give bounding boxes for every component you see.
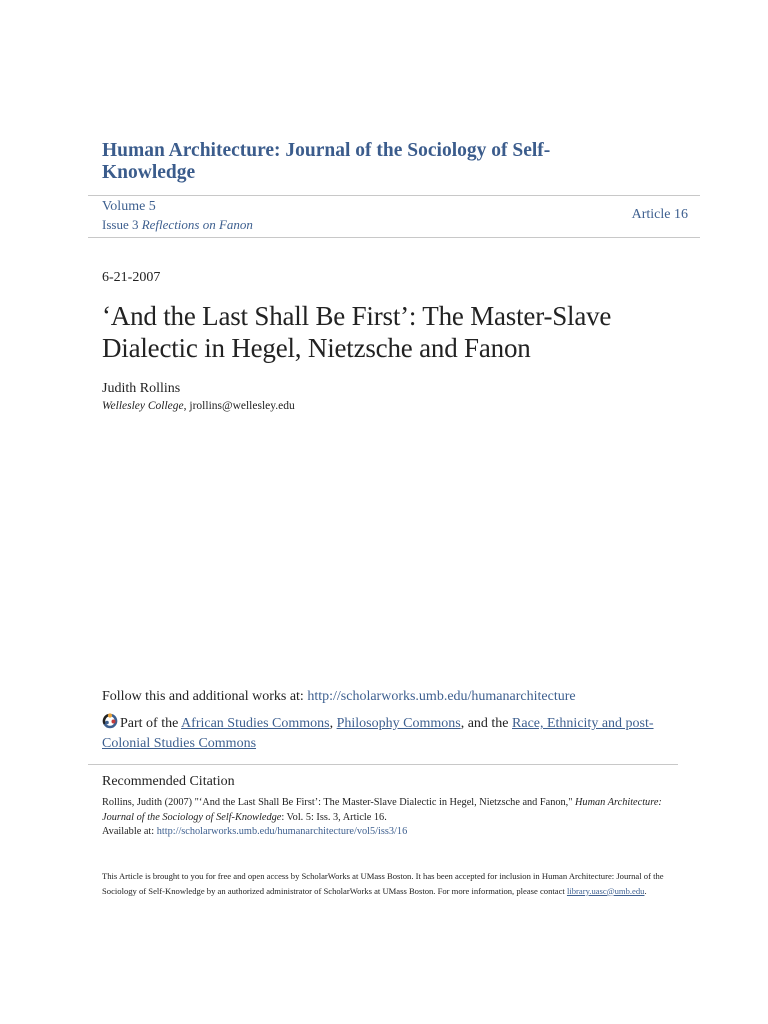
part-of-separator-1: , [329, 716, 337, 731]
notice-text: This Article is brought to you for free and open access by ScholarWorks at UMass Boston. It has been accepted for inclusion in Human Architecture: Journal of the Sociology of Self-Knowledge by an authorized administrator of ScholarWorks at UMass Boston. For more information, please contact [102, 871, 664, 896]
issue-link[interactable] [102, 217, 253, 233]
citation-text [102, 796, 682, 840]
philosophy-commons-link[interactable]: Philosophy Commons [336, 716, 461, 731]
part-of-line [102, 713, 672, 754]
available-label: Available at: [102, 826, 157, 837]
citation-end: : Vol. 5: Iss. 3, Article 16. [281, 811, 387, 823]
journal-title[interactable]: Human Architecture: Journal of the Sociology of Self-Knowledge [102, 140, 551, 183]
race-ethnicity-commons-link[interactable]: Race, Ethnicity and post-Colonial Studies Commons [102, 716, 654, 751]
author-name: Judith Rollins [102, 381, 181, 396]
open-access-notice [102, 869, 682, 898]
header-divider [88, 237, 700, 238]
follow-url-link[interactable]: http://scholarworks.umb.edu/humanarchitecture [307, 689, 576, 704]
citation-divider [88, 764, 678, 765]
article-number-link[interactable]: Article 16 [631, 207, 688, 222]
available-url-link[interactable]: http://scholarworks.umb.edu/humanarchitecture/vol5/iss3/16 [156, 826, 408, 837]
top-divider [88, 195, 700, 196]
part-of-prefix: Part of the [120, 716, 182, 731]
author-institution: Wellesley College [102, 400, 184, 412]
publication-date: 6-21-2007 [102, 270, 161, 285]
follow-line [102, 689, 576, 705]
volume-link[interactable]: Volume 5 [102, 199, 156, 214]
notice-end: . [644, 885, 647, 896]
issue-title: Reflections on Fanon [141, 217, 253, 232]
african-studies-commons-link[interactable]: African Studies Commons [181, 716, 330, 731]
author-email: , jrollins@wellesley.edu [183, 400, 295, 412]
recommended-citation-heading: Recommended Citation [102, 774, 235, 789]
author-affiliation [102, 400, 295, 412]
contact-email-link[interactable]: library.uasc@umb.edu [566, 885, 645, 896]
article-title: ‘And the Last Shall Be First’: The Master-Slave Dialectic in Hegel, Nietzsche and Fanon [102, 301, 612, 363]
citation-journal: Human Architecture: Journal of the Sociology of Self-Knowledge [102, 797, 662, 823]
commons-network-icon [102, 713, 118, 729]
follow-prefix: Follow this and additional works at: [102, 689, 308, 704]
issue-number: Issue 3 [102, 217, 139, 232]
part-of-separator-2: , and the [460, 716, 513, 731]
citation-start: Rollins, Judith (2007) "‘And the Last Shall Be First’: The Master-Slave Dialectic in Hegel, Nietzsche and Fanon," [102, 797, 575, 808]
